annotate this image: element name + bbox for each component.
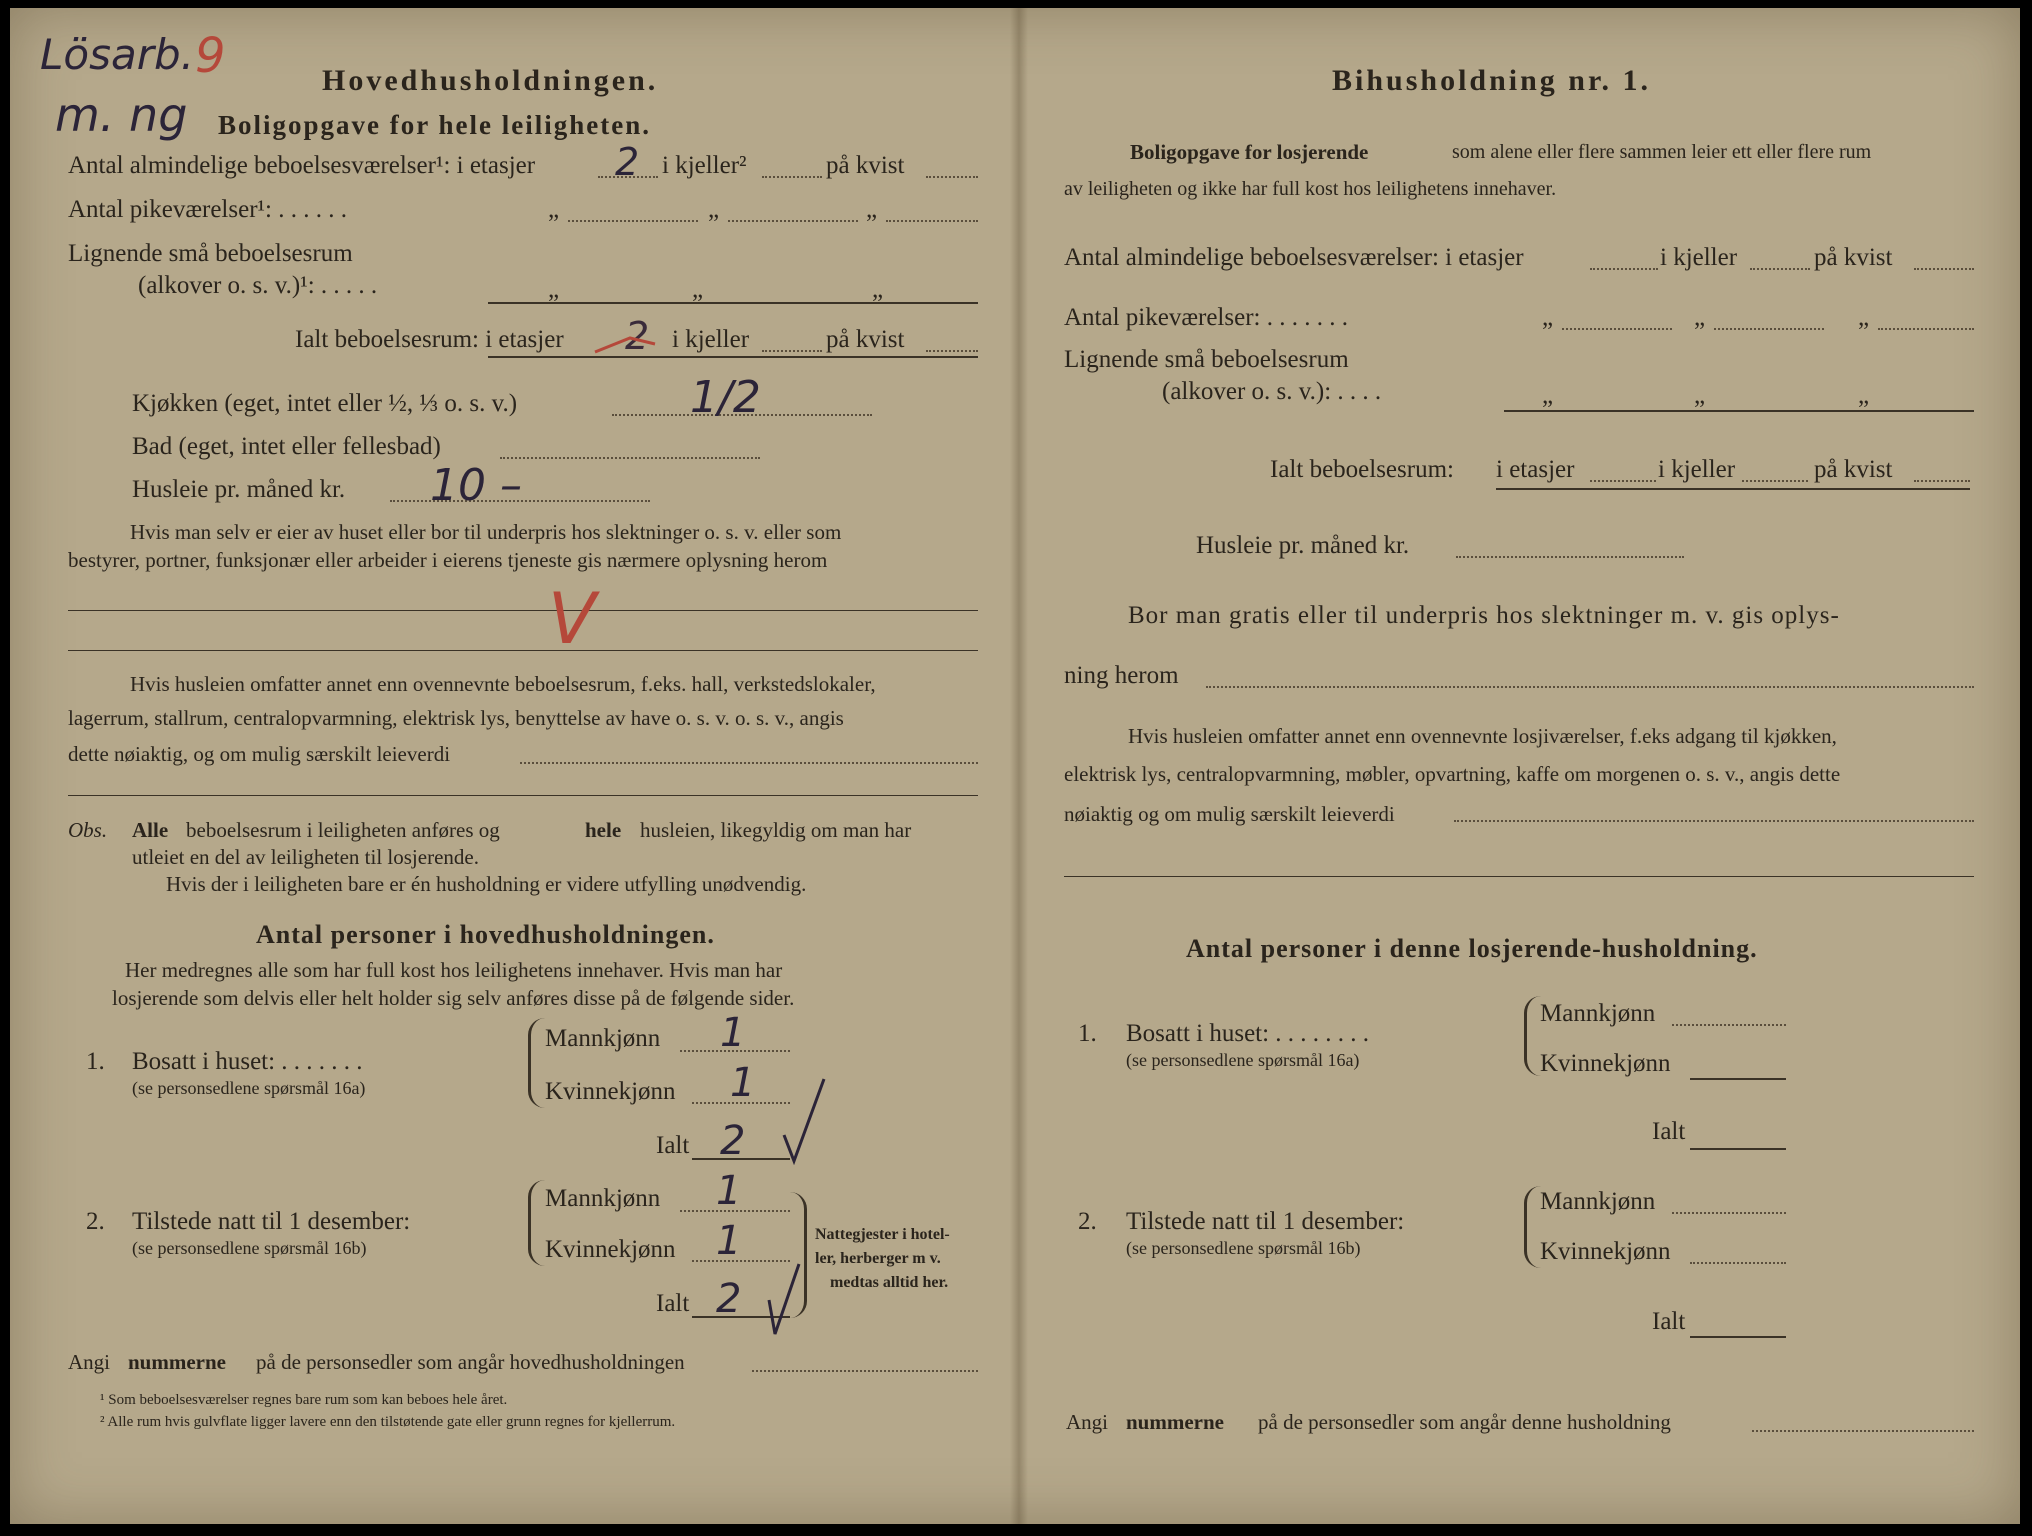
- right-ialt-etasjer: i etasjer: [1496, 456, 1575, 483]
- left-subtitle: Boligopgave for hele leiligheten.: [218, 110, 651, 140]
- left-ialt-kvist: på kvist: [826, 326, 905, 353]
- left-row3-label1: Lignende små beboelsesrum: [68, 240, 353, 267]
- left-q2-brace: [528, 1180, 545, 1266]
- right-row2-label: Antal pikeværelser: . . . . . . .: [1064, 304, 1348, 331]
- left-row3-ditto-3: „: [872, 276, 884, 303]
- left-persons-text2: losjerende som delvis eller helt holder sig selv anføres disse på de følgende sider.: [112, 986, 795, 1010]
- left-q2-label: Tilstede natt til 1 desember:: [132, 1208, 411, 1235]
- left-kjokken-label: Kjøkken (eget, intet eller ½, ⅓ o. s. v.): [132, 390, 518, 417]
- left-obs-hele: hele: [585, 818, 622, 842]
- left-q1-mann-value: 1: [720, 1010, 746, 1056]
- right-q2-ialt-label: Ialt: [1652, 1308, 1686, 1335]
- left-q2-ialt-label: Ialt: [656, 1290, 690, 1317]
- left-q1-kvinne-value: 1: [730, 1060, 756, 1106]
- right-ialt-kvist: på kvist: [1814, 456, 1893, 483]
- right-omfatter-line2: elektrisk lys, centralopvarmning, møbler, opvartning, kaffe om morgenen o. s. v., angis dette: [1064, 762, 1841, 786]
- annotation-m-ng: m. ng: [55, 88, 188, 142]
- left-row3-ditto-1: „: [548, 276, 560, 303]
- annotation-losarb: Lösarb.: [40, 30, 194, 79]
- right-angi-nummerne: nummerne: [1126, 1410, 1224, 1434]
- left-persons-title: Antal personer i hovedhusholdningen.: [256, 920, 715, 949]
- left-q2-num: 2.: [86, 1208, 105, 1235]
- left-husleie-value: 10 –: [430, 460, 522, 511]
- left-row2-label: Antal pikeværelser¹: . . . . . .: [68, 196, 347, 223]
- right-row1-kjeller: i kjeller: [1660, 244, 1738, 271]
- left-ialt-label: Ialt beboelsesrum: i etasjer: [295, 326, 564, 353]
- left-obs-line2: utleiet en del av leiligheten til losjerende.: [132, 845, 479, 869]
- right-husleie-label: Husleie pr. måned kr.: [1196, 532, 1410, 559]
- left-row2-ditto-2: „: [708, 196, 720, 223]
- left-eier-text2: bestyrer, portner, funksjonær eller arbeider i eierens tjeneste gis nærmere oplysning herom: [68, 548, 828, 572]
- left-obs-line3: Hvis der i leiligheten bare er én husholdning er videre utfylling unødvendig.: [166, 872, 807, 896]
- right-row3-ditto-3: „: [1858, 382, 1870, 409]
- right-row2-ditto-1: „: [1542, 304, 1554, 331]
- left-q2-right-brace: [790, 1192, 807, 1318]
- left-row1-kvist: på kvist: [826, 152, 905, 179]
- right-intro-line1: som alene eller flere sammen leier ett eller flere rum: [1452, 141, 1872, 163]
- right-q2-brace: [1524, 1186, 1541, 1268]
- right-gratis-line2: ning herom: [1064, 662, 1179, 689]
- left-row1-label: Antal almindelige beboelsesværelser¹: i etasjer: [68, 152, 536, 179]
- left-bad-label: Bad (eget, intet eller fellesbad): [132, 433, 441, 460]
- left-kjokken-value: 1/2: [690, 372, 761, 423]
- left-husleie-label: Husleie pr. måned kr.: [132, 476, 346, 503]
- left-row1-etasjer-value: 2: [615, 140, 640, 184]
- left-obs-alle: Alle: [132, 818, 169, 842]
- left-footnote-2: ² Alle rum hvis gulvflate ligger lavere enn den tilstøtende gate eller grunn regnes for kjellerrum.: [100, 1414, 676, 1430]
- right-q1-sub: (se personsedlene spørsmål 16a): [1126, 1050, 1360, 1070]
- left-red-mark: V: [548, 578, 596, 660]
- right-intro-line2: av leiligheten og ikke har full kost hos leilighetens innehaver.: [1064, 178, 1557, 200]
- right-title: Bihusholdning nr. 1.: [1332, 64, 1652, 97]
- left-nattegjester-3: medtas alltid her.: [830, 1274, 949, 1291]
- left-row1-kjeller: i kjeller²: [662, 152, 747, 179]
- right-omfatter-line3: nøiaktig og om mulig særskilt leieverdi: [1064, 802, 1395, 826]
- left-row3-label2: (alkover o. s. v.)¹: . . . . .: [138, 272, 378, 299]
- left-q1-mann-label: Mannkjønn: [545, 1025, 661, 1052]
- left-q2-mann-value: 1: [716, 1168, 742, 1214]
- right-ialt-label: Ialt beboelsesrum:: [1270, 456, 1454, 483]
- right-q2-sub: (se personsedlene spørsmål 16b): [1126, 1238, 1361, 1258]
- right-q2-label: Tilstede natt til 1 desember:: [1126, 1208, 1405, 1235]
- left-obs-text2: husleien, likegyldig om man har: [640, 818, 912, 842]
- right-q2-num: 2.: [1078, 1208, 1097, 1235]
- left-q1-kvinne-label: Kvinnekjønn: [545, 1078, 676, 1105]
- left-q1-check-mark: [780, 1075, 830, 1165]
- left-q1-sub: (se personsedlene spørsmål 16a): [132, 1078, 366, 1098]
- right-row3-label1: Lignende små beboelsesrum: [1064, 346, 1349, 373]
- right-row1-kvist: på kvist: [1814, 244, 1893, 271]
- left-obs-label: Obs.: [68, 818, 108, 842]
- right-ialt-kjeller: i kjeller: [1658, 456, 1736, 483]
- left-omfatter1: Hvis husleien omfatter annet enn ovennevnte beboelsesrum, f.eks. hall, verkstedslokaler,: [130, 672, 876, 696]
- left-q2-sub: (se personsedlene spørsmål 16b): [132, 1238, 367, 1258]
- right-row1-label: Antal almindelige beboelsesværelser: i etasjer: [1064, 244, 1524, 271]
- right-q1-brace: [1524, 996, 1541, 1076]
- left-angi-a: Angi: [68, 1350, 110, 1374]
- left-q2-ialt-value: 2: [716, 1276, 742, 1322]
- right-q1-kvinne-label: Kvinnekjønn: [1540, 1050, 1671, 1077]
- right-angi-a: Angi: [1066, 1410, 1108, 1434]
- right-row3-ditto-2: „: [1694, 382, 1706, 409]
- left-ialt-etasjer-value: 2: [625, 314, 650, 358]
- left-row3-ditto-2: „: [692, 276, 704, 303]
- left-q1-ialt-value: 2: [720, 1118, 746, 1164]
- right-q2-mann-label: Mannkjønn: [1540, 1188, 1656, 1215]
- left-persons-text1: Her medregnes alle som har full kost hos leilighetens innehaver. Hvis man har: [125, 958, 783, 982]
- left-q1-brace: [528, 1018, 545, 1108]
- left-footnote-1: ¹ Som beboelsesværelser regnes bare rum som kan beboes hele året.: [100, 1392, 508, 1408]
- left-q1-ialt-label: Ialt: [656, 1132, 690, 1159]
- annotation-red-number: 9: [195, 28, 226, 84]
- left-q2-mann-label: Mannkjønn: [545, 1185, 661, 1212]
- right-q2-kvinne-label: Kvinnekjønn: [1540, 1238, 1671, 1265]
- left-nattegjester-2: ler, herberger m v.: [815, 1250, 941, 1267]
- left-title: Hovedhusholdningen.: [322, 64, 659, 97]
- left-ialt-kjeller: i kjeller: [672, 326, 750, 353]
- right-q1-num: 1.: [1078, 1020, 1097, 1047]
- left-row2-ditto-3: „: [866, 196, 878, 223]
- right-angi-c: på de personsedler som angår denne husholdning: [1258, 1410, 1671, 1434]
- left-q2-kvinne-label: Kvinnekjønn: [545, 1236, 676, 1263]
- left-angi-c: på de personsedler som angår hovedhusholdningen: [256, 1350, 685, 1374]
- red-check-mark-1: [590, 330, 660, 360]
- right-persons-title: Antal personer i denne losjerende-husholdning.: [1186, 934, 1758, 963]
- left-eier-text1: Hvis man selv er eier av huset eller bor til underpris hos slektninger o. s. v. eller som: [130, 520, 842, 544]
- left-q1-label: Bosatt i huset: . . . . . . .: [132, 1048, 363, 1075]
- right-row3-ditto-1: „: [1542, 382, 1554, 409]
- right-row2-ditto-3: „: [1858, 304, 1870, 331]
- left-q2-kvinne-value: 1: [716, 1218, 742, 1264]
- left-obs-text1: beboelsesrum i leiligheten anføres og: [186, 818, 500, 842]
- left-nattegjester-1: Nattegjester i hotel-: [815, 1226, 950, 1243]
- left-omfatter2: lagerrum, stallrum, centralopvarmning, elektrisk lys, benyttelse av have o. s. v. o. s. v., angis: [68, 706, 844, 730]
- right-q1-mann-label: Mannkjønn: [1540, 1000, 1656, 1027]
- right-intro-bold: Boligopgave for losjerende: [1130, 140, 1369, 164]
- left-q1-num: 1.: [86, 1048, 105, 1075]
- left-omfatter3: dette nøiaktig, og om mulig særskilt leieverdi: [68, 742, 451, 766]
- right-omfatter-line1: Hvis husleien omfatter annet enn ovennevnte losjiværelser, f.eks adgang til kjøkken,: [1128, 724, 1837, 748]
- right-row2-ditto-2: „: [1694, 304, 1706, 331]
- page-fold: [1010, 8, 1028, 1524]
- right-q1-label: Bosatt i huset: . . . . . . . .: [1126, 1020, 1370, 1047]
- right-q1-ialt-label: Ialt: [1652, 1118, 1686, 1145]
- right-gratis-line1: Bor man gratis eller til underpris hos slektninger m. v. gis oplys-: [1128, 602, 1840, 629]
- left-angi-nummerne: nummerne: [128, 1350, 226, 1374]
- left-row2-ditto-1: „: [548, 196, 560, 223]
- right-row3-label2: (alkover o. s. v.): . . . .: [1162, 378, 1382, 405]
